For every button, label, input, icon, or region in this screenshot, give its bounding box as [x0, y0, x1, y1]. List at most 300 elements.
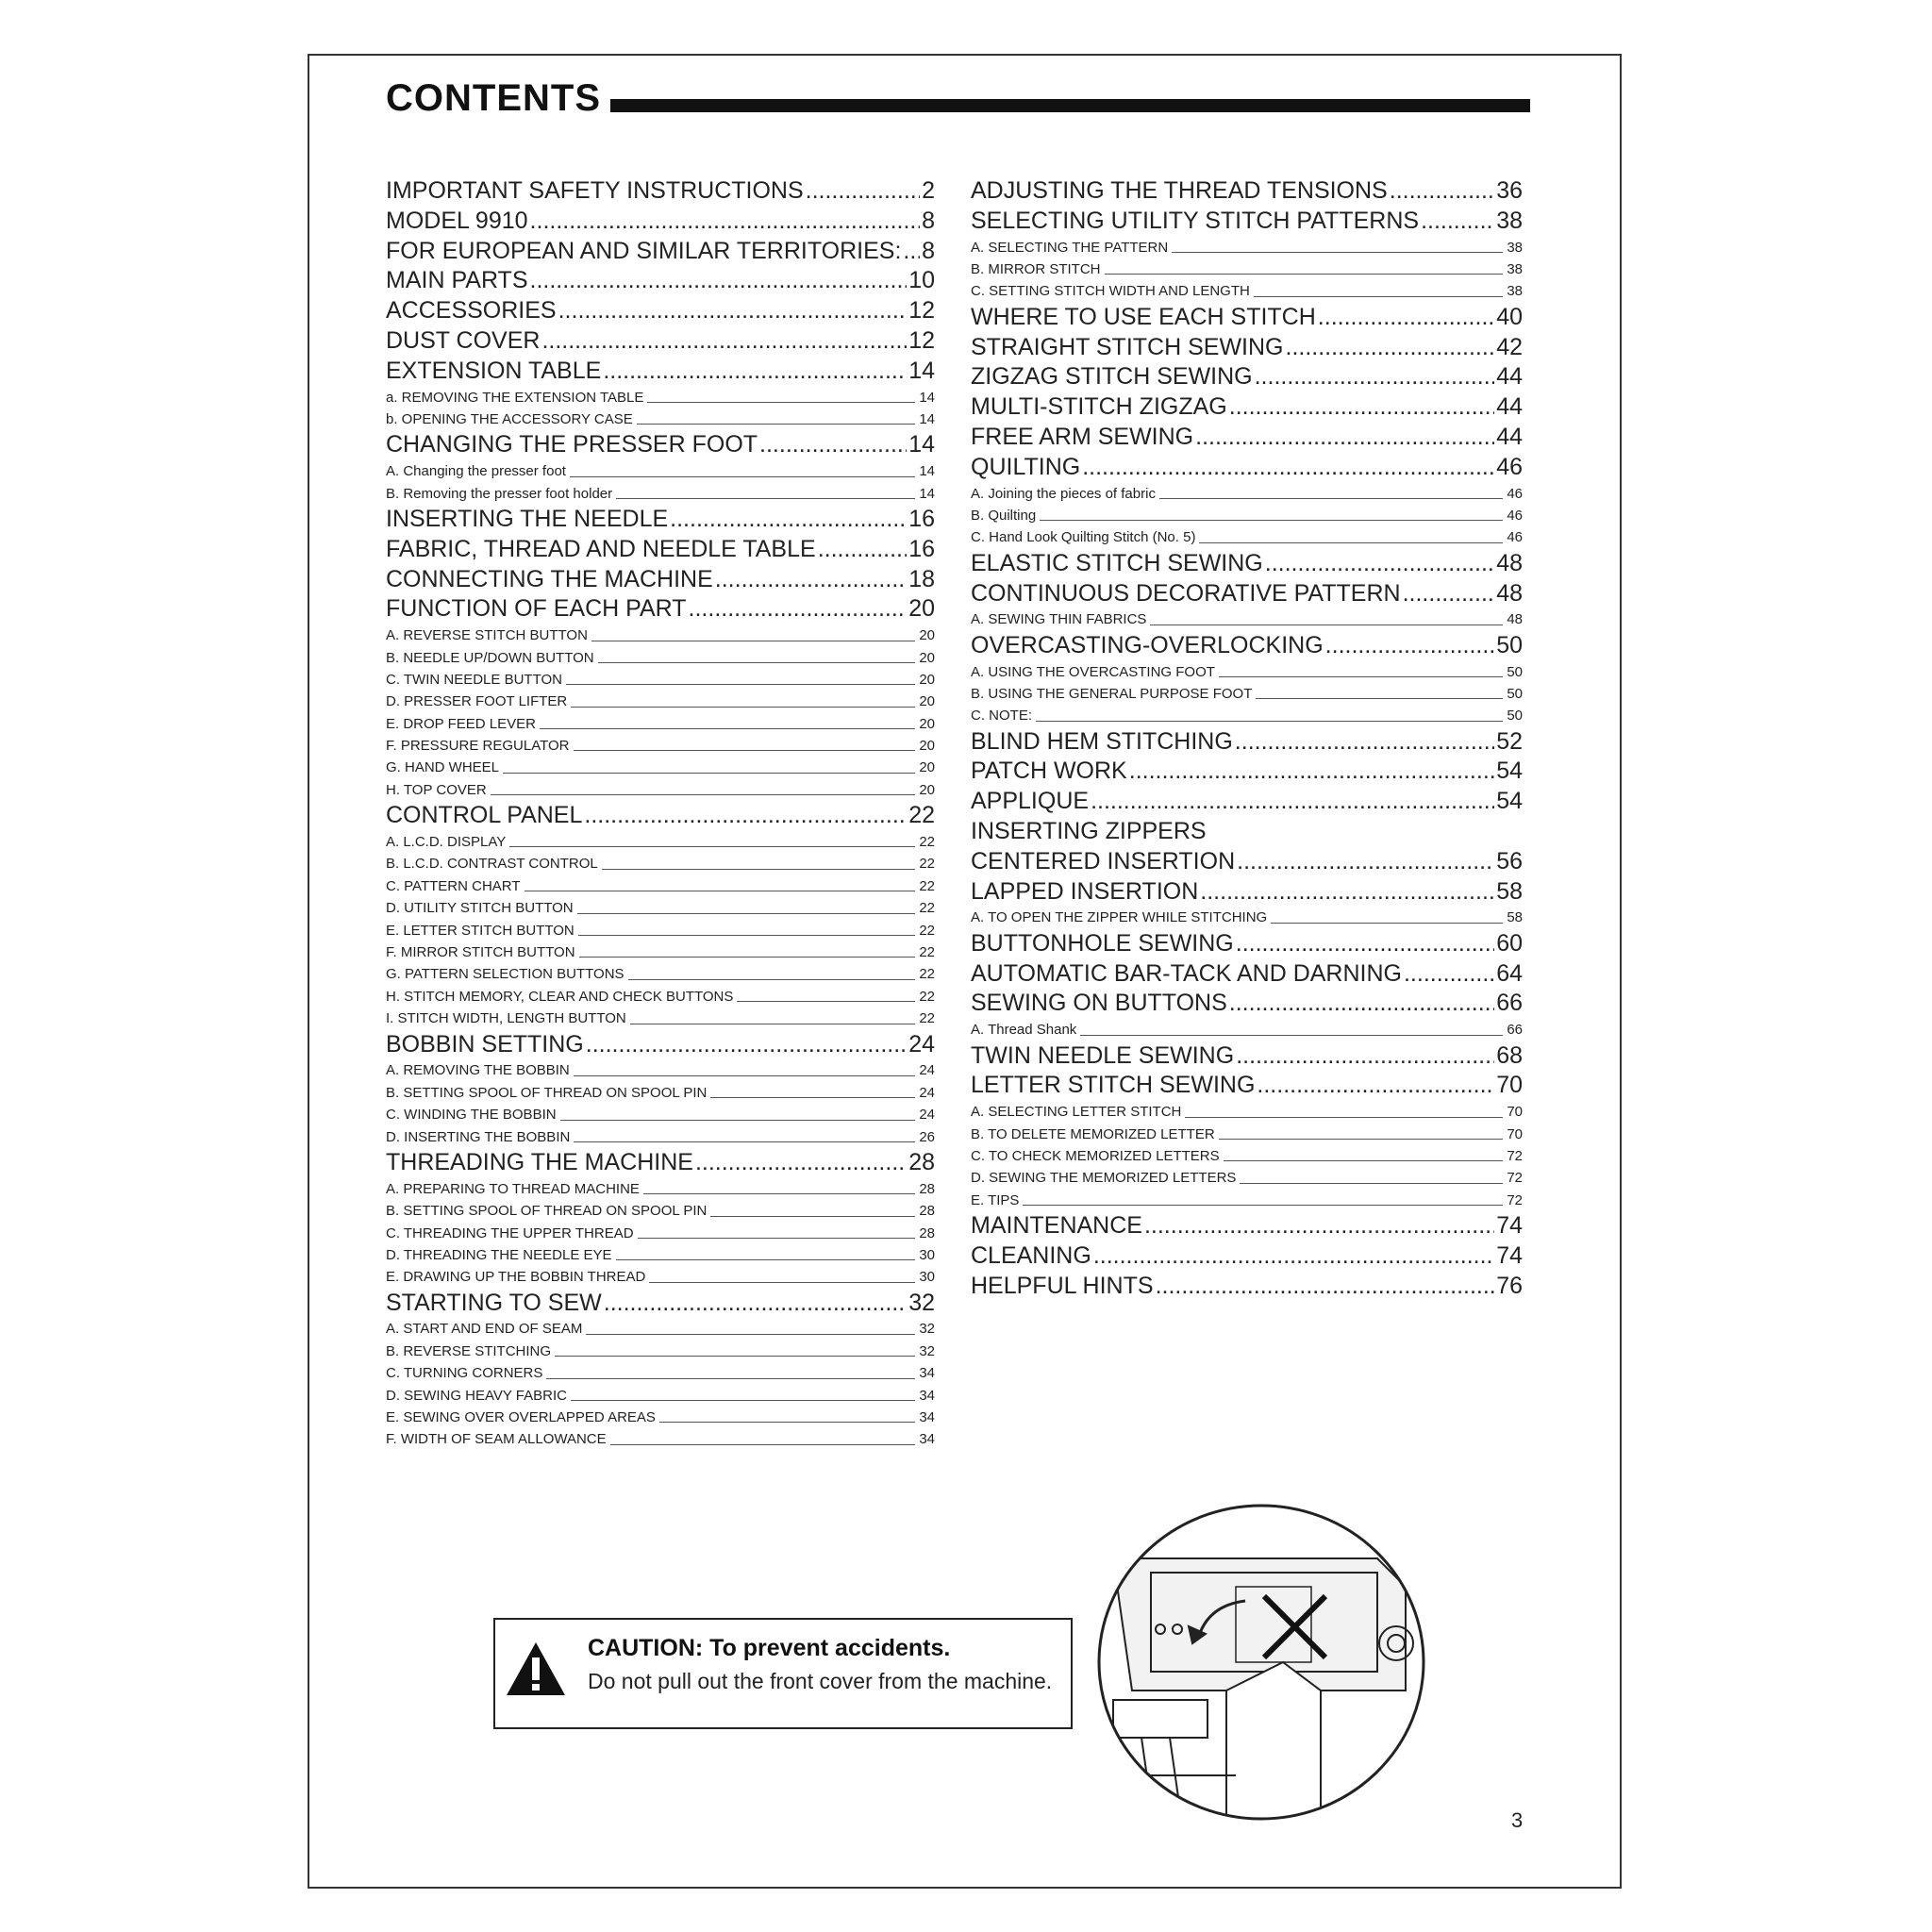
- toc-entry: [971, 579, 1523, 609]
- toc-entry-page: 14: [919, 410, 935, 427]
- toc-leader: [806, 176, 920, 207]
- toc-entry: [971, 757, 1523, 787]
- toc-entry-label: C. WINDING THE BOBBIN: [386, 1107, 557, 1124]
- toc-leader: [603, 357, 907, 387]
- toc-leader: [579, 957, 916, 958]
- toc-entry-label: CONTINUOUS DECORATIVE PATTERN: [971, 579, 1401, 607]
- toc-entry-page: 2: [922, 177, 935, 204]
- toc-entry-page: 22: [908, 802, 935, 829]
- toc-leader: [1421, 207, 1494, 237]
- toc-entry: [386, 207, 935, 237]
- toc-entry: [971, 1241, 1523, 1272]
- toc-entry-label: I. STITCH WIDTH, LENGTH BUTTON: [386, 1010, 626, 1027]
- toc-entry-page: 20: [919, 627, 935, 644]
- toc-entry-page: 44: [1496, 423, 1523, 450]
- toc-leader: [1093, 1241, 1494, 1272]
- title-rule: [610, 99, 1530, 112]
- toc-leader: [1229, 989, 1494, 1019]
- toc-entry-page: 24: [908, 1030, 935, 1058]
- toc-entry-label: H. TOP COVER: [386, 781, 487, 798]
- toc-entry-page: 20: [919, 738, 935, 755]
- toc-entry-page: 58: [1496, 877, 1523, 905]
- toc-subentry: [386, 831, 935, 853]
- toc-subentry: [386, 1008, 935, 1029]
- toc-leader: [1185, 1117, 1503, 1118]
- toc-entry: [971, 631, 1523, 661]
- toc-entry-page: 70: [1507, 1104, 1523, 1121]
- toc-entry-page: 12: [908, 326, 935, 354]
- toc-entry-page: 22: [919, 944, 935, 960]
- toc-entry-page: 20: [919, 715, 935, 732]
- toc-leader: [1255, 362, 1495, 392]
- toc-leader: [638, 1238, 916, 1239]
- toc-entry-page: 30: [919, 1269, 935, 1286]
- toc-leader: [566, 684, 915, 685]
- toc-entry: [386, 1030, 935, 1060]
- toc-subentry: [386, 691, 935, 712]
- toc-leader: [903, 237, 920, 267]
- toc-entry: [971, 303, 1523, 333]
- toc-leader: [571, 1400, 915, 1401]
- toc-entry-label: A. USING THE OVERCASTING FOOT: [971, 663, 1215, 680]
- toc-entry-page: 10: [908, 267, 935, 294]
- toc-leader: [1325, 631, 1495, 661]
- toc-leader: [574, 750, 916, 751]
- toc-leader: [1082, 453, 1494, 483]
- toc-entry-label: MAIN PARTS: [386, 267, 528, 294]
- toc-leader: [1237, 847, 1494, 877]
- toc-leader: [1240, 1183, 1503, 1184]
- toc-entry: [386, 505, 935, 535]
- toc-subentry: [386, 1126, 935, 1148]
- toc-entry-label: ADJUSTING THE THREAD TENSIONS: [971, 177, 1388, 204]
- toc-entry-label: LETTER STITCH SEWING: [971, 1072, 1256, 1099]
- toc-entry: [971, 1041, 1523, 1072]
- toc-entry-page: 28: [919, 1224, 935, 1241]
- toc-leader: [584, 801, 907, 831]
- toc-leader: [598, 662, 916, 663]
- toc-leader: [1403, 579, 1495, 609]
- toc-entry: [971, 847, 1523, 877]
- toc-entry-page: 44: [1496, 393, 1523, 421]
- toc-leader: [610, 1444, 916, 1445]
- toc-entry-page: 70: [1507, 1125, 1523, 1142]
- toc-entry-label: MAINTENANCE: [971, 1212, 1142, 1240]
- toc-leader: [1200, 877, 1494, 908]
- toc-entry-page: 24: [919, 1107, 935, 1124]
- toc-entry-label: B. Quilting: [971, 507, 1037, 524]
- toc-entry-label: QUILTING: [971, 453, 1081, 480]
- toc-leader: [710, 1097, 915, 1098]
- toc-entry-label: CHANGING THE PRESSER FOOT: [386, 431, 758, 458]
- toc-entry-page: 34: [919, 1387, 935, 1404]
- toc-leader: [1091, 787, 1494, 817]
- warning-triangle-icon: [505, 1641, 567, 1697]
- toc-entry-page: 38: [1507, 239, 1523, 256]
- toc-subentry: [386, 897, 935, 919]
- toc-entry-page: 14: [919, 485, 935, 502]
- toc-entry-label: ZIGZAG STITCH SEWING: [971, 363, 1253, 391]
- contents-header: [386, 77, 1530, 125]
- toc-entry: [971, 989, 1523, 1019]
- toc-leader: [759, 430, 907, 460]
- toc-entry-page: 14: [919, 463, 935, 480]
- toc-entry: [386, 594, 935, 625]
- toc-leader: [1257, 1071, 1494, 1101]
- toc-entry-label: D. SEWING HEAVY FABRIC: [386, 1387, 567, 1404]
- toc-subentry: [386, 669, 935, 691]
- toc-entry-page: 22: [919, 988, 935, 1005]
- toc-entry-label: E. LETTER STITCH BUTTON: [386, 922, 575, 939]
- toc-entry-label: A. PREPARING TO THREAD MACHINE: [386, 1180, 640, 1197]
- toc-leader: [1265, 549, 1494, 579]
- toc-entry-label: EXTENSION TABLE: [386, 357, 602, 384]
- toc-leader: [577, 913, 916, 914]
- toc-entry-label: H. STITCH MEMORY, CLEAR AND CHECK BUTTONS: [386, 988, 734, 1005]
- toc-entry-page: 34: [919, 1431, 935, 1448]
- toc-entry-label: LAPPED INSERTION: [971, 877, 1199, 905]
- toc-leader: [647, 402, 915, 403]
- toc-entry-label: B. SETTING SPOOL OF THREAD ON SPOOL PIN: [386, 1203, 708, 1220]
- toc-leader: [1256, 698, 1503, 699]
- toc-leader: [546, 1378, 915, 1379]
- toc-entry-label: DUST COVER: [386, 326, 541, 354]
- toc-entry-page: 28: [919, 1180, 935, 1197]
- toc-subentry: [971, 1145, 1523, 1167]
- toc-entry-label: C. TURNING CORNERS: [386, 1365, 543, 1382]
- toc-entry-label: A. SELECTING LETTER STITCH: [971, 1104, 1182, 1121]
- toc-leader: [715, 565, 907, 595]
- toc-entry-label: C. Hand Look Quilting Stitch (No. 5): [971, 529, 1196, 546]
- toc-subentry: [386, 986, 935, 1008]
- toc-entry-label: G. HAND WHEEL: [386, 759, 500, 776]
- toc-entry-label: A. START AND END OF SEAM: [386, 1321, 583, 1338]
- toc-entry: [971, 1272, 1523, 1302]
- toc-entry-page: 36: [1496, 177, 1523, 204]
- toc-subentry: [971, 608, 1523, 630]
- toc-entry-page: 46: [1496, 453, 1523, 480]
- toc-entry-page: 28: [908, 1148, 935, 1175]
- toc-subentry: [971, 907, 1523, 928]
- toc-entry-page: 68: [1496, 1041, 1523, 1069]
- toc-entry-page: 48: [1496, 549, 1523, 576]
- toc-entry-page: 44: [1496, 363, 1523, 391]
- toc-entry-label: E. DROP FEED LEVER: [386, 715, 536, 732]
- toc-leader: [1080, 1035, 1503, 1036]
- toc-entry-label: FUNCTION OF EACH PART: [386, 595, 687, 623]
- toc-subentry: [386, 1059, 935, 1081]
- toc-entry-page: 74: [1496, 1212, 1523, 1240]
- toc-entry-page: 72: [1507, 1191, 1523, 1208]
- toc-entry-page: 14: [908, 431, 935, 458]
- toc-entry: [386, 176, 935, 207]
- caution-text: Do not pull out the front cover from the machine.: [588, 1669, 1053, 1693]
- toc-leader: [628, 979, 916, 980]
- toc-entry-label: D. SEWING THE MEMORIZED LETTERS: [971, 1170, 1237, 1187]
- toc-leader: [604, 1289, 907, 1319]
- toc-entry-label: BUTTONHOLE SEWING: [971, 929, 1234, 957]
- toc-leader: [1172, 252, 1503, 253]
- toc-entry-page: 30: [919, 1246, 935, 1263]
- toc-entry: [971, 817, 1523, 847]
- toc-subentry: [386, 1341, 935, 1362]
- toc-entry-page: 46: [1507, 529, 1523, 546]
- toc-entry: [386, 326, 935, 357]
- toc-entry-page: 54: [1496, 788, 1523, 815]
- toc-entry-page: 40: [1496, 303, 1523, 330]
- toc-entry-label: CLEANING: [971, 1241, 1091, 1269]
- toc-leader: [540, 728, 915, 729]
- toc-leader: [586, 1334, 915, 1335]
- toc-subentry: [386, 875, 935, 897]
- toc-subentry: [386, 460, 935, 482]
- front-cover-illustration: [1094, 1502, 1429, 1823]
- toc-leader: [555, 1356, 915, 1357]
- toc-entry-page: 16: [908, 535, 935, 562]
- toc-leader: [530, 266, 908, 296]
- toc-subentry: [386, 1385, 935, 1407]
- toc-leader: [1144, 1211, 1494, 1241]
- toc-entry: [971, 207, 1523, 237]
- toc-leader: [1404, 959, 1494, 990]
- toc-entry-page: 50: [1507, 663, 1523, 680]
- toc-entry-page: 76: [1496, 1272, 1523, 1299]
- toc-entry-label: B. L.C.D. CONTRAST CONTROL: [386, 856, 598, 873]
- toc-entry-page: 74: [1496, 1241, 1523, 1269]
- toc-entry-page: 50: [1496, 631, 1523, 658]
- toc-entry-label: A. TO OPEN THE ZIPPER WHILE STITCHING: [971, 909, 1268, 926]
- toc-subentry: [386, 1266, 935, 1288]
- toc-subentry: [386, 387, 935, 408]
- toc-leader: [558, 296, 908, 326]
- toc-entry-label: OVERCASTING-OVERLOCKING: [971, 631, 1324, 658]
- toc-entry-page: 72: [1507, 1148, 1523, 1164]
- toc-leader: [1159, 498, 1503, 499]
- toc-leader: [574, 1075, 916, 1076]
- toc-entry-page: 22: [919, 877, 935, 894]
- toc-entry-label: A. L.C.D. DISPLAY: [386, 834, 507, 851]
- toc-leader: [491, 794, 916, 795]
- toc-entry-page: 60: [1496, 929, 1523, 957]
- toc-entry-label: B. SETTING SPOOL OF THREAD ON SPOOL PIN: [386, 1084, 708, 1101]
- toc-entry: [386, 357, 935, 387]
- toc-entry-page: 50: [1507, 685, 1523, 702]
- toc-entry-page: 28: [919, 1203, 935, 1220]
- toc-entry-page: 42: [1496, 333, 1523, 360]
- toc-entry-label: FABRIC, THREAD AND NEEDLE TABLE: [386, 535, 816, 562]
- toc-subentry: [971, 505, 1523, 526]
- toc-entry-label: B. TO DELETE MEMORIZED LETTER: [971, 1125, 1215, 1142]
- toc-entry-page: 20: [919, 649, 935, 666]
- toc-leader: [509, 846, 915, 847]
- toc-leader: [1199, 542, 1503, 543]
- toc-entry: [386, 296, 935, 326]
- toc-leader: [616, 1259, 916, 1260]
- toc-entry-page: 20: [908, 595, 935, 623]
- toc-entry-label: PATCH WORK: [971, 758, 1127, 785]
- toc-leader: [1105, 274, 1504, 275]
- toc-subentry: [386, 941, 935, 963]
- page-number: 3: [1511, 1808, 1524, 1832]
- toc-leader: [571, 707, 915, 708]
- toc-entry-label: FOR EUROPEAN AND SIMILAR TERRITORIES:: [386, 237, 902, 264]
- toc-entry-page: 8: [922, 237, 935, 264]
- toc-subentry: [386, 713, 935, 735]
- toc-subentry: [386, 779, 935, 801]
- toc-entry-label: CONTROL PANEL: [386, 802, 583, 829]
- toc-entry-label: TWIN NEEDLE SEWING: [971, 1041, 1235, 1069]
- toc-leader: [710, 1216, 915, 1217]
- toc-entry-label: SEWING ON BUTTONS: [971, 990, 1227, 1017]
- toc-entry-page: 64: [1496, 959, 1523, 987]
- toc-entry-page: 38: [1507, 260, 1523, 277]
- toc-subentry: [386, 1178, 935, 1200]
- toc-entry-label: INSERTING ZIPPERS: [971, 818, 1207, 845]
- toc-leader: [530, 207, 921, 237]
- toc-subentry: [971, 1019, 1523, 1041]
- toc-leader: [1219, 676, 1503, 677]
- toc-subentry: [386, 408, 935, 430]
- toc-entry-label: F. WIDTH OF SEAM ALLOWANCE: [386, 1431, 607, 1448]
- toc-subentry: [971, 526, 1523, 548]
- toc-leader: [1229, 392, 1494, 423]
- toc-entry-label: C. THREADING THE UPPER THREAD: [386, 1224, 634, 1241]
- toc-leader: [541, 326, 907, 357]
- toc-entry-page: 22: [919, 1010, 935, 1027]
- toc-entry: [386, 565, 935, 595]
- toc-entry: [386, 1148, 935, 1178]
- toc-leader: [1236, 1041, 1494, 1072]
- toc-entry: [971, 549, 1523, 579]
- toc-entry-page: 54: [1496, 758, 1523, 785]
- toc-subentry: [971, 1190, 1523, 1211]
- toc-entry-label: A. Thread Shank: [971, 1022, 1077, 1039]
- toc-entry-page: 38: [1507, 283, 1523, 300]
- toc-leader: [1254, 296, 1503, 297]
- toc-entry-page: 8: [922, 207, 935, 234]
- toc-entry: [971, 362, 1523, 392]
- toc-subentry: [971, 661, 1523, 683]
- toc-entry-label: E. SEWING OVER OVERLAPPED AREAS: [386, 1409, 656, 1426]
- toc-entry: [971, 392, 1523, 423]
- toc-entry-label: WHERE TO USE EACH STITCH: [971, 303, 1316, 330]
- toc-entry-label: D. THREADING THE NEEDLE EYE: [386, 1246, 612, 1263]
- toc-entry-page: 52: [1496, 727, 1523, 755]
- toc-leader: [1040, 520, 1503, 521]
- toc-leader: [1023, 1205, 1503, 1206]
- toc-entry-label: MULTI-STITCH ZIGZAG: [971, 393, 1227, 421]
- toc-entry-label: E. TIPS: [971, 1191, 1020, 1208]
- toc-subentry: [386, 647, 935, 669]
- toc-entry-label: F. PRESSURE REGULATOR: [386, 738, 570, 755]
- toc-entry-label: E. DRAWING UP THE BOBBIN THREAD: [386, 1269, 646, 1286]
- toc-leader: [689, 594, 908, 625]
- toc-entry-page: 24: [919, 1084, 935, 1101]
- toc-entry-page: 12: [908, 297, 935, 325]
- toc-leader: [1318, 303, 1494, 333]
- toc-entry-page: 48: [1507, 611, 1523, 628]
- toc-entry-page: 32: [908, 1289, 935, 1316]
- toc-entry-page: 20: [919, 671, 935, 688]
- toc-subentry: [386, 1082, 935, 1104]
- toc-entry: [386, 237, 935, 267]
- toc-leader: [1235, 727, 1494, 758]
- toc-entry-label: C. NOTE:: [971, 708, 1033, 724]
- page-title: CONTENTS: [386, 77, 601, 119]
- toc-leader: [1195, 423, 1494, 453]
- toc-subentry: [971, 705, 1523, 726]
- toc-entry-page: 22: [919, 922, 935, 939]
- toc-leader: [637, 424, 916, 425]
- toc-entry-page: 22: [919, 966, 935, 983]
- toc-entry: [971, 453, 1523, 483]
- toc-entry-label: SELECTING UTILITY STITCH PATTERNS: [971, 207, 1420, 234]
- toc-entry-label: B. Removing the presser foot holder: [386, 485, 613, 502]
- toc-subentry: [386, 1407, 935, 1428]
- toc-entry-label: D. INSERTING THE BOBBIN: [386, 1128, 571, 1145]
- toc-entry-page: 46: [1507, 507, 1523, 524]
- toc-entry-label: A. Joining the pieces of fabric: [971, 485, 1156, 502]
- toc-leader: [818, 535, 907, 565]
- toc-entry-label: a. REMOVING THE EXTENSION TABLE: [386, 389, 644, 406]
- toc-entry: [971, 787, 1523, 817]
- toc-leader: [560, 1120, 916, 1121]
- toc-entry-label: D. UTILITY STITCH BUTTON: [386, 900, 574, 917]
- toc-subentry: [971, 1101, 1523, 1123]
- toc-entry: [971, 333, 1523, 363]
- toc-entry-label: D. PRESSER FOOT LIFTER: [386, 693, 568, 710]
- toc-entry: [386, 1289, 935, 1319]
- toc-leader: [643, 1193, 915, 1194]
- toc-entry-page: 14: [919, 389, 935, 406]
- toc-entry-page: 56: [1496, 847, 1523, 874]
- toc-subentry: [386, 1318, 935, 1340]
- toc-subentry: [971, 237, 1523, 258]
- toc-entry-label: B. NEEDLE UP/DOWN BUTTON: [386, 649, 594, 666]
- toc-entry-label: MODEL 9910: [386, 207, 528, 234]
- toc-entry: [971, 877, 1523, 908]
- toc-entry-label: b. OPENING THE ACCESSORY CASE: [386, 410, 633, 427]
- toc-subentry: [386, 1428, 935, 1450]
- toc-entry-page: 66: [1507, 1022, 1523, 1039]
- toc-entry-page: 32: [919, 1342, 935, 1359]
- toc-leader: [1156, 1272, 1495, 1302]
- toc-entry-label: A. REMOVING THE BOBBIN: [386, 1062, 570, 1079]
- toc-entry: [971, 929, 1523, 959]
- toc-entry-label: F. MIRROR STITCH BUTTON: [386, 944, 575, 960]
- toc-leader: [1129, 757, 1494, 787]
- toc-entry-page: 48: [1496, 579, 1523, 607]
- toc-entry: [971, 727, 1523, 758]
- toc-leader: [1224, 1160, 1504, 1161]
- toc-entry-label: AUTOMATIC BAR-TACK AND DARNING: [971, 959, 1402, 987]
- toc-entry-label: C. PATTERN CHART: [386, 877, 521, 894]
- toc-subentry: [386, 1362, 935, 1384]
- toc-subentry: [386, 757, 935, 778]
- toc-subentry: [386, 1200, 935, 1222]
- toc-leader: [659, 1422, 915, 1423]
- toc-entry-page: 72: [1507, 1170, 1523, 1187]
- toc-entry-page: 46: [1507, 485, 1523, 502]
- toc-leader: [695, 1148, 907, 1178]
- toc-entry-label: C. TO CHECK MEMORIZED LETTERS: [971, 1148, 1220, 1164]
- toc-entry: [971, 959, 1523, 990]
- toc-entry-label: IMPORTANT SAFETY INSTRUCTIONS: [386, 177, 804, 204]
- toc-subentry: [386, 625, 935, 646]
- toc-subentry: [386, 920, 935, 941]
- toc-entry-page: 22: [919, 900, 935, 917]
- toc-leader: [570, 476, 915, 477]
